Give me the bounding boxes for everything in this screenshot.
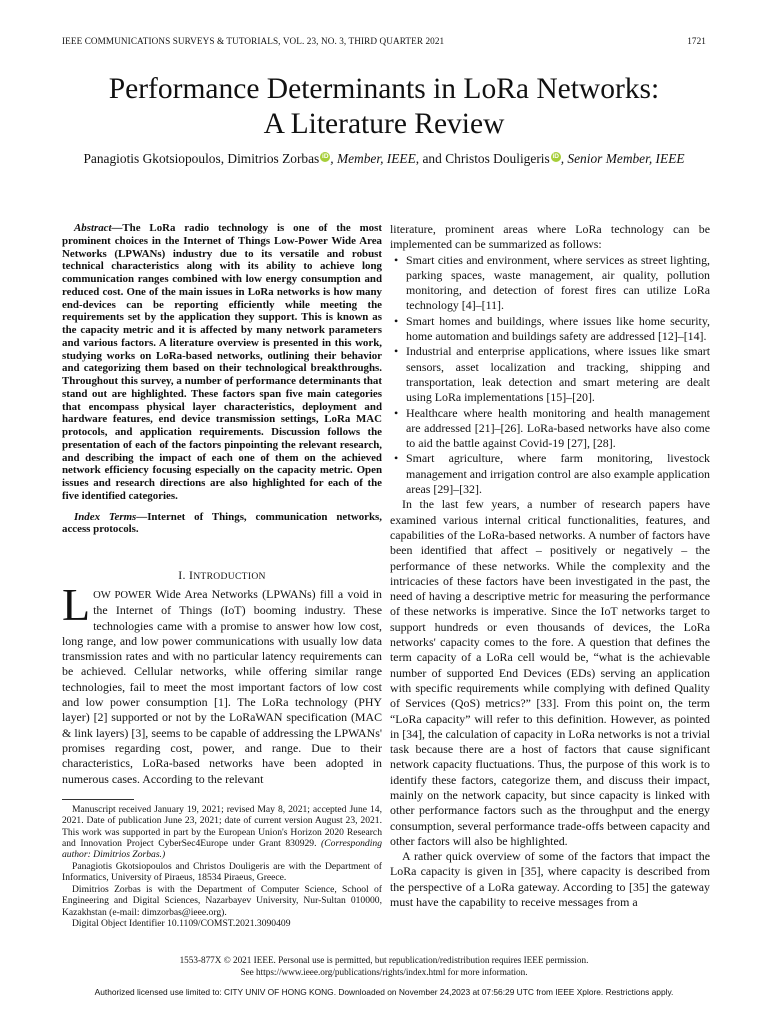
list-item: • Smart homes and buildings, where issues like home security, home automation and buildings safety are addressed [12]–[14]. xyxy=(406,314,710,345)
right-column xyxy=(390,222,710,910)
author-and: , and xyxy=(415,151,446,166)
section-title-first: I xyxy=(188,568,194,582)
abstract xyxy=(62,222,382,503)
paper-title xyxy=(0,72,768,142)
title-line-1: Performance Determinants in LoRa Networks: xyxy=(108,73,660,105)
index-terms xyxy=(62,511,382,537)
abstract-label: Abstract xyxy=(74,222,112,234)
section-heading xyxy=(62,568,382,583)
author-name: Christos Douligeris xyxy=(445,151,550,166)
author-names: Panagiotis Gkotsiopoulos, Dimitrios Zorbas xyxy=(83,151,320,166)
rights-link[interactable]: See https://www.ieee.org/publications/rights/index.html for more information. xyxy=(240,966,528,977)
list-item: • Smart agriculture, where farm monitoring, livestock management and irrigation control are also example application areas [29]–[32]. xyxy=(406,451,710,497)
list-item: • Industrial and enterprise applications, where issues like smart sensors, asset localization and tracking, shipping and transportation, leak detection and smart metering are dealt using LoRa implementations [15]–[20]. xyxy=(406,344,710,405)
drop-cap: L xyxy=(62,579,91,630)
footnote-manuscript-text: Manuscript received January 19, 2021; revised May 8, 2021; accepted June 14, 2021. Date of publication June 23, 2021; date of current version August 23, 2021. This work was supported in part by the European Union's Horizon 2020 Research and Innovation Project CyberSec4Europe under Grant 830929. xyxy=(62,803,382,850)
capacity-paragraph: In the last few years, a number of research papers have examined various internal critical functionalities, features, and capabilities of the LoRa-based networks. A number of factors have been identified that affect – positively or negatively – the performance of these networks. While the complexity and the intricacies of these factors have been investigated in the past, the need of having a descriptive metric for measuring the performance of these networks is imperative. Since the IoT networks target to support hundreds or even thousands of devices, the LoRa networks' capacity comes to the fore. A question that defines the term capacity of a LoRa cell would be, “what is the achievable number of supported End Devices (EDs) serving an application with specific requirements while complying with defined Quality of Services (QoS) metrics?” [33]. From this point on, the term “LoRa capacity” will refer to this definition. However, as pointed in [34], the calculation of capacity in LoRa networks is not a trivial task because there are a host of factors that cause significant network capacity fluctuations. Thus, the purpose of this work is to identify these factors, categorize them, and discuss their impact, mainly on the network capacity, but since capacity is linked with other performance factors such as the throughput and the energy consumption, several performance trade-offs between capacity and other factors will also be highlighted. xyxy=(390,497,710,848)
author-role: , Member, IEEE xyxy=(330,151,416,166)
footnote-rule xyxy=(62,799,134,800)
lead-smallcaps: OW POWER xyxy=(93,590,152,601)
copyright-line: 1553-877X © 2021 IEEE. Personal use is permitted, but republication/redistribution requires IEEE permission. xyxy=(179,955,589,965)
title-line-2: A Literature Review xyxy=(263,108,505,140)
section-title-rest: NTRODUCTION xyxy=(193,571,266,582)
list-item: • Healthcare where health monitoring and health management are addressed [21]–[26]. LoRa-based networks have also come to aid the battle against Covid-19 [27], [28]. xyxy=(406,406,710,452)
footnote-manuscript xyxy=(62,804,382,861)
intro-text: Wide Area Networks (LPWANs) fill a void in the Internet of Things (IoT) booming industry. These technologies came with a promise to answer how low cost, long range, and low power communications with usually low data transmission rates and with no particular latency requirements can be achieved. Cellular networks, while offering similar range technologies, fail to meet the most important factors of low cost and low power consumption [1]. The LoRa technology (PHY layer) [2] supported or not by the LoRaWAN specification (MAC & link layers) [3], seems to be capable of addressing the LPWANs' promises regarding cost, power, and range. Due to their characteristics, LoRa-based networks have been adopted in numerous cases. According to the relevant xyxy=(62,587,383,786)
index-terms-text: —Internet of Things, communication networks, access protocols. xyxy=(62,510,382,536)
list-item: • Smart cities and environment, where services as street lighting, parking spaces, waste management, air quality, pollution monitoring, and detection of forest fires can utilize LoRa technology [4]–[11]. xyxy=(406,253,710,314)
application-list xyxy=(390,253,710,498)
orcid-icon[interactable]: iD xyxy=(552,152,559,160)
footnote-affiliation-2: Dimitrios Zorbas is with the Department of Computer Science, School of Engineering and Digital Sciences, Nazarbayev University, Nur-Sultan 010000, Kazakhstan (e-mail: dimzorbas@ieee.org). xyxy=(62,883,382,918)
overview-paragraph: A rather quick overview of some of the factors that impact the LoRa capacity is given in [35], where capacity is described from the perspective of a LoRa gateway. According to [35] the gateway must have the capability to receive messages from a xyxy=(390,849,710,910)
journal-name: IEEE COMMUNICATIONS SURVEYS & TUTORIALS, VOL. 23, NO. 3, THIRD QUARTER 2021 xyxy=(62,36,445,46)
abstract-text: —The LoRa radio technology is one of the most prominent choices in the Internet of Things Low-Power Wide Area Networks (LPWANs) industry due to its versatile and robust technical characteristics along with its ability to achieve long communication ranges combined with low energy consumption and reduced cost. One of the main issues in LoRa networks is how many end-devices can be reporting efficiently while meeting the requirements set by the application they support. This is known as the capacity metric and it is affected by many network parameters and various factors. A literature overview is presented in this work, studying works on LoRa-based networks, outlining their behavior and categorizing them based on their technological breakthroughs. Throughout this survey, a number of performance determinants that stand out are highlighted. These factors span five main categories that encompass physical layer characteristics, deployment and hardware features, end device transmission settings, LoRa MAC protocols, and application requirements. Discussion follows the presentation of each of the factors pinpointing the relevant research, and describing the impact of each one of them on the achieved network efficiency focusing especially on the capacity metric. Open issues and research directions are also highlighted for each of the five identified categories. xyxy=(62,222,382,502)
footnote-affiliation-1: Panagiotis Gkotsiopoulos and Christos Douligeris are with the Department of Informatics, University of Piraeus, 18534 Piraeus, Greece. xyxy=(62,860,382,884)
copyright-footer xyxy=(0,955,768,978)
author-role: , Senior Member, IEEE xyxy=(560,151,685,166)
author-list xyxy=(0,151,768,167)
orcid-icon[interactable]: iD xyxy=(322,152,329,160)
footnote-doi[interactable]: Digital Object Identifier 10.1109/COMST.2021.3090409 xyxy=(72,917,291,929)
index-terms-label: Index Terms xyxy=(74,510,137,523)
running-header xyxy=(62,36,706,50)
corresponding-author: (Corresponding author: Dimitrios Zorbas.) xyxy=(62,838,382,861)
intro-paragraph xyxy=(62,579,383,787)
left-column xyxy=(62,222,382,929)
right-lead-paragraph: literature, prominent areas where LoRa technology can be implemented can be summarized as follows: xyxy=(390,222,710,252)
page-number: 1721 xyxy=(687,36,706,46)
license-notice: Authorized licensed use limited to: CITY UNIV OF HONG KONG. Downloaded on November 24,2023 at 07:56:29 UTC from IEEE Xplore. Restrictions apply. xyxy=(94,987,674,997)
section-numeral: I. xyxy=(178,568,189,582)
